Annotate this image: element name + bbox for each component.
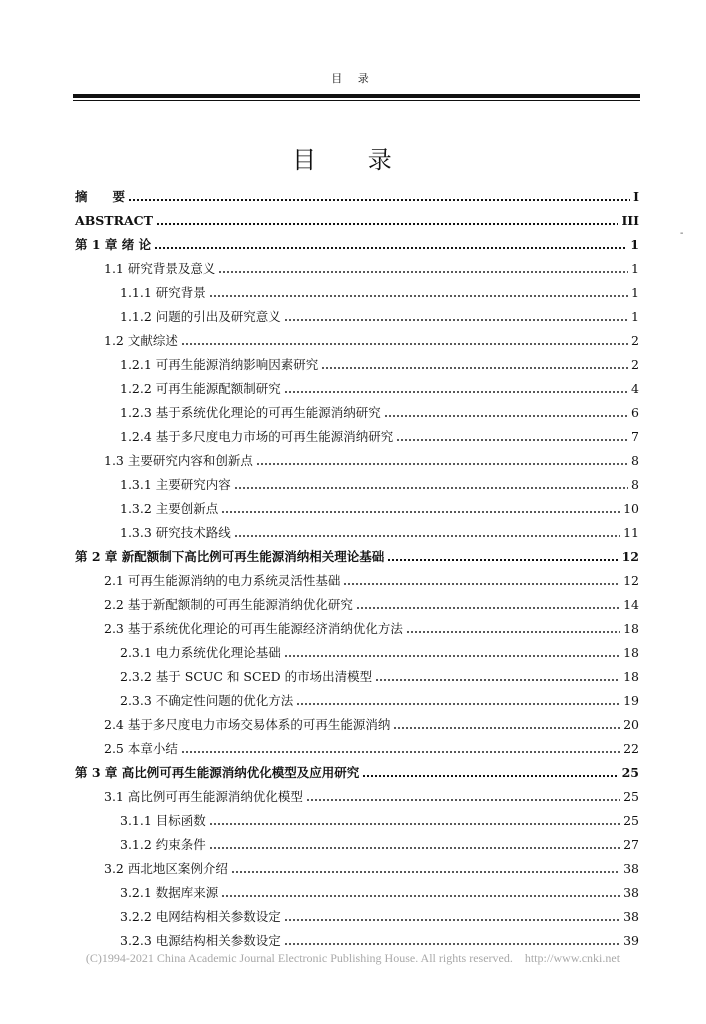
dot-leader [284, 319, 628, 321]
toc-entry-page-number: 25 [623, 812, 639, 828]
toc-entry-page-number: 25 [621, 764, 639, 780]
toc-entry[interactable] [0, 184, 706, 208]
toc-entry-label: 3.2.1 数据库来源 [120, 885, 219, 900]
toc-entry-page-number: 1 [631, 308, 639, 324]
toc-entry-label: 3.1.2 约束条件 [120, 837, 206, 852]
toc-entry[interactable] [0, 712, 706, 736]
toc-entry[interactable] [0, 256, 706, 280]
toc-entry-page-number: 38 [623, 884, 639, 900]
dot-leader [387, 559, 618, 561]
dot-leader [156, 223, 619, 225]
toc-entry[interactable] [0, 688, 706, 712]
toc-entry-label: 3.2.3 电源结构相关参数设定 [120, 933, 281, 948]
dot-leader [284, 655, 620, 657]
dot-leader [284, 943, 620, 945]
toc-entry-label: 2.3.1 电力系统优化理论基础 [120, 645, 281, 660]
toc-entry-page-number: 2 [631, 332, 639, 348]
toc-entry-page-number: 8 [631, 476, 639, 492]
page-title: 目 录 [292, 146, 414, 174]
toc-entry-page-number: 38 [623, 908, 639, 924]
header-rule-thin [73, 100, 640, 101]
toc-entry-page-number: 12 [621, 548, 639, 564]
toc-entry-page-number: 8 [631, 452, 639, 468]
toc-entry-page-number: 14 [623, 596, 639, 612]
toc-entry[interactable] [0, 904, 706, 928]
toc-entry[interactable] [0, 496, 706, 520]
toc-entry[interactable] [0, 328, 706, 352]
toc-entry-label: ABSTRACT [75, 212, 153, 228]
toc-entry-page-number: 12 [623, 572, 639, 588]
toc-entry-label: 1.3 主要研究内容和创新点 [104, 453, 253, 468]
toc-entry-page-number: 1 [631, 284, 639, 300]
dot-leader [181, 751, 620, 753]
toc-entry[interactable] [0, 760, 706, 784]
dot-leader [221, 895, 620, 897]
running-header: 目 录 [331, 72, 375, 85]
toc-entry-page-number: 1 [631, 260, 639, 276]
toc-entry-page-number: 39 [623, 932, 639, 948]
dot-leader [396, 439, 628, 441]
dot-leader [321, 367, 628, 369]
dot-leader [218, 271, 628, 273]
toc-entry[interactable] [0, 400, 706, 424]
toc-entry-label: 2.3 基于系统优化理论的可再生能源经济消纳优化方法 [104, 621, 403, 636]
toc-entry-page-number: 25 [623, 788, 639, 804]
toc-entry-page-number: 7 [631, 428, 639, 444]
toc-entry-label: 2.5 本章小结 [104, 741, 178, 756]
dot-leader [306, 799, 620, 801]
toc-entry-page-number: 38 [623, 860, 639, 876]
dot-leader [256, 463, 628, 465]
dot-leader [296, 703, 620, 705]
toc-entry[interactable] [0, 664, 706, 688]
toc-entry[interactable] [0, 808, 706, 832]
toc-entry-label: 1.1.2 问题的引出及研究意义 [120, 309, 281, 324]
toc-entry[interactable] [0, 232, 706, 256]
toc-entry-label: 2.3.3 不确定性问题的优化方法 [120, 693, 294, 708]
toc-entry-page-number: 19 [623, 692, 639, 708]
dot-leader [384, 415, 628, 417]
toc-entry[interactable] [0, 568, 706, 592]
toc-entry-label: 第 2 章 新配额制下高比例可再生能源消纳相关理论基础 [75, 549, 385, 564]
toc-entry-label: 2.4 基于多尺度电力市场交易体系的可再生能源消纳 [104, 717, 391, 732]
table-of-contents [0, 184, 706, 952]
toc-entry-label: 第 1 章 绪 论 [75, 237, 152, 252]
dot-leader [234, 535, 620, 537]
toc-entry-label: 1.2.1 可再生能源消纳影响因素研究 [120, 357, 319, 372]
toc-entry-page-number: I [633, 188, 639, 204]
edge-mark: - [680, 228, 684, 239]
dot-leader [362, 775, 618, 777]
toc-entry[interactable] [0, 448, 706, 472]
dot-leader [231, 871, 620, 873]
toc-entry-page-number: 20 [623, 716, 639, 732]
dot-leader [343, 583, 620, 585]
toc-entry-label: 1.3.3 研究技术路线 [120, 525, 231, 540]
dot-leader [356, 607, 620, 609]
toc-entry-label: 1.1.1 研究背景 [120, 285, 206, 300]
dot-leader [181, 343, 628, 345]
dot-leader [284, 391, 628, 393]
toc-entry-page-number: 2 [631, 356, 639, 372]
toc-entry-page-number: 18 [623, 644, 639, 660]
dot-leader [209, 847, 620, 849]
toc-entry-page-number: 18 [623, 668, 639, 684]
toc-entry[interactable] [0, 592, 706, 616]
toc-entry[interactable] [0, 520, 706, 544]
toc-entry[interactable] [0, 640, 706, 664]
toc-entry-page-number: 1 [630, 236, 639, 252]
toc-entry-label: 1.2.4 基于多尺度电力市场的可再生能源消纳研究 [120, 429, 394, 444]
copyright-footer: (C)1994-2021 China Academic Journal Electronic Publishing House. All rights reserved. http://www.cnki.net [85, 951, 621, 965]
toc-entry[interactable] [0, 376, 706, 400]
dot-leader [221, 511, 620, 513]
toc-entry-label: 1.1 研究背景及意义 [104, 261, 216, 276]
toc-entry-label: 3.2.2 电网结构相关参数设定 [120, 909, 281, 924]
toc-entry-label: 2.3.2 基于 SCUC 和 SCED 的市场出清模型 [120, 669, 373, 684]
dot-leader [406, 631, 620, 633]
toc-entry[interactable] [0, 880, 706, 904]
toc-entry[interactable] [0, 352, 706, 376]
toc-entry-page-number: 10 [623, 500, 639, 516]
toc-entry-label: 3.2 西北地区案例介绍 [104, 861, 228, 876]
toc-entry[interactable] [0, 928, 706, 952]
toc-entry-page-number: 11 [623, 524, 639, 540]
header-rule-thick [73, 94, 640, 98]
toc-entry-label: 1.2.3 基于系统优化理论的可再生能源消纳研究 [120, 405, 381, 420]
dot-leader [393, 727, 620, 729]
toc-entry-page-number: 4 [631, 380, 639, 396]
toc-entry-page-number: 6 [631, 404, 639, 420]
toc-entry[interactable] [0, 736, 706, 760]
dot-leader [234, 487, 628, 489]
toc-entry-label: 1.3.2 主要创新点 [120, 501, 219, 516]
toc-entry-page-number: 27 [623, 836, 639, 852]
toc-entry[interactable] [0, 856, 706, 880]
toc-entry-label: 2.1 可再生能源消纳的电力系统灵活性基础 [104, 573, 341, 588]
toc-entry-label: 第 3 章 高比例可再生能源消纳优化模型及应用研究 [75, 765, 360, 780]
toc-entry[interactable] [0, 832, 706, 856]
toc-entry[interactable] [0, 544, 706, 568]
dot-leader [128, 199, 630, 201]
toc-entry[interactable] [0, 472, 706, 496]
dot-leader [209, 823, 620, 825]
toc-entry-page-number: III [621, 212, 639, 228]
toc-entry-label: 1.2 文献综述 [104, 333, 178, 348]
toc-entry[interactable] [0, 280, 706, 304]
toc-entry[interactable] [0, 784, 706, 808]
toc-entry-label: 2.2 基于新配额制的可再生能源消纳优化研究 [104, 597, 353, 612]
dot-leader [154, 247, 627, 249]
dot-leader [284, 919, 620, 921]
toc-entry-page-number: 18 [623, 620, 639, 636]
toc-entry-label: 3.1 高比例可再生能源消纳优化模型 [104, 789, 303, 804]
toc-entry-page-number: 22 [623, 740, 639, 756]
toc-entry[interactable] [0, 424, 706, 448]
dot-leader [375, 679, 620, 681]
toc-entry-label: 1.3.1 主要研究内容 [120, 477, 231, 492]
toc-entry-label: 3.1.1 目标函数 [120, 813, 206, 828]
dot-leader [209, 295, 628, 297]
toc-entry-label: 摘 要 [75, 189, 126, 204]
toc-entry-label: 1.2.2 可再生能源配额制研究 [120, 381, 281, 396]
toc-entry[interactable] [0, 616, 706, 640]
toc-entry[interactable] [0, 208, 706, 232]
toc-entry[interactable] [0, 304, 706, 328]
